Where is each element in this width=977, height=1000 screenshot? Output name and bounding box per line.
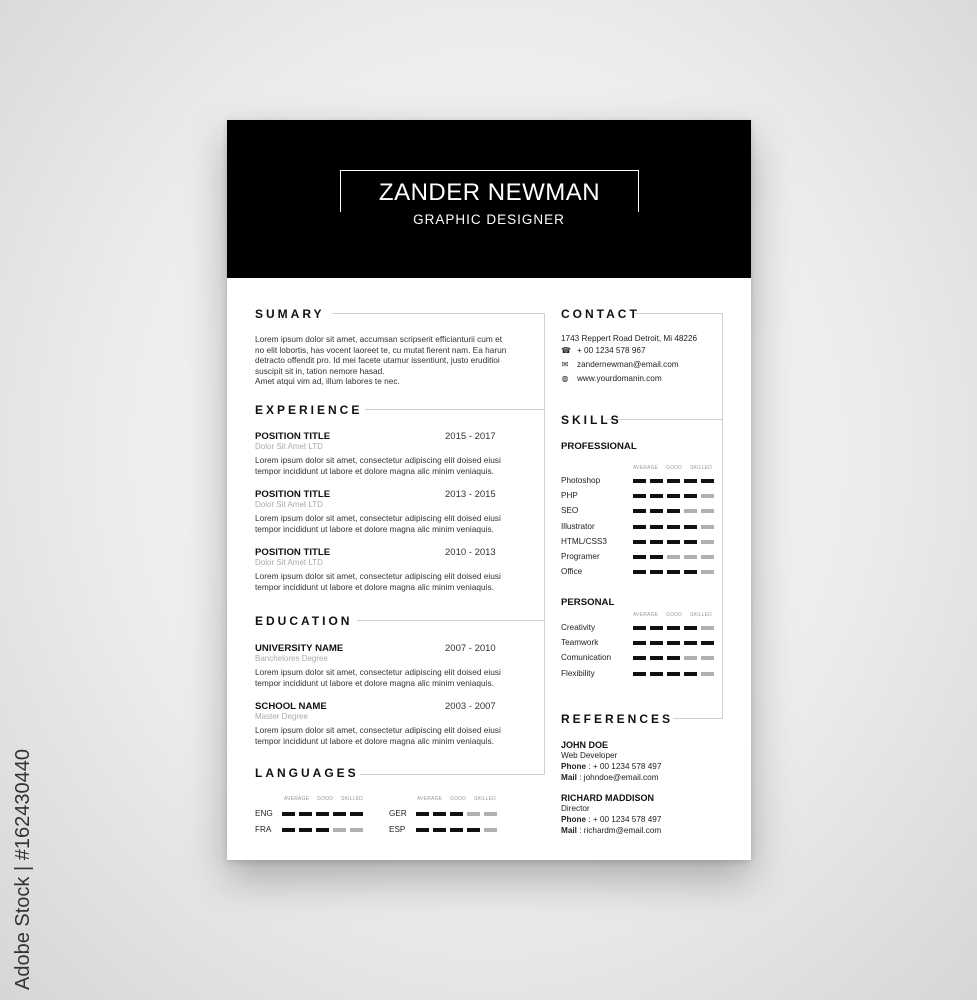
degree-name: Master Degree — [255, 712, 308, 721]
skill-bar-filled — [633, 570, 646, 574]
skill-bar-filled — [667, 494, 680, 498]
skill-label: PHP — [561, 491, 578, 501]
reference-role: Web Developer — [561, 751, 618, 760]
skill-label: Photoshop — [561, 476, 601, 485]
position-title: POSITION TITLE — [255, 547, 331, 558]
skill-bar-filled — [650, 656, 663, 660]
reference-phone: Phone : + 00 1234 578 497 — [561, 762, 662, 771]
mail-label: Mail — [561, 773, 577, 782]
references-heading: REFERENCES — [561, 712, 674, 726]
skill-label: HTML/CSS3 — [561, 536, 607, 546]
person-name: ZANDER NEWMAN — [378, 179, 601, 206]
language-bar-filled — [450, 828, 463, 832]
skill-bar-filled — [667, 656, 680, 660]
school-years: 2003 - 2007 — [445, 701, 496, 712]
language-bar-filled — [416, 828, 429, 832]
scale-good: GOOD — [450, 796, 467, 802]
language-bar-filled — [433, 812, 446, 816]
skill-bar-filled — [667, 509, 680, 513]
skill-label: Flexibility — [561, 668, 595, 678]
school-description: Lorem ipsum dolor sit amet, consectetur adipiscing elit doised eiusi — [255, 725, 501, 735]
contact-email-text[interactable]: zandernewman@email.com — [577, 360, 679, 369]
skill-bar-filled — [684, 540, 697, 544]
school-years: 2007 - 2010 — [445, 643, 496, 654]
skill-bar-filled — [701, 641, 714, 645]
skills-heading: SKILLS — [561, 413, 622, 427]
position-title: POSITION TITLE — [255, 489, 331, 500]
skill-bar-empty — [684, 509, 697, 513]
language-bar-filled — [416, 812, 429, 816]
scale-skilled: SKILLED — [690, 612, 712, 618]
contact-email — [561, 360, 679, 369]
skill-label: Office — [561, 567, 583, 577]
scale-skilled: SKILLED — [341, 796, 363, 802]
language-bar-filled — [316, 828, 329, 832]
skill-label: Programer — [561, 552, 600, 561]
resume-header — [227, 120, 751, 278]
skill-bar-filled — [650, 626, 663, 630]
position-title: POSITION TITLE — [255, 431, 331, 442]
scale-average: AVERAGE — [633, 612, 659, 618]
position-description: tempor incididunt ut labore et dolore magna alic minim veniaquis. — [255, 523, 494, 534]
skill-bar-filled — [684, 494, 697, 498]
school-description: tempor incididunt ut labore et dolore magna alic minim veniaquis. — [255, 677, 494, 688]
language-label: GER — [389, 809, 407, 818]
reference-phone-value: + 00 1234 578 497 — [592, 762, 662, 771]
skill-bar-filled — [633, 509, 646, 513]
experience-heading: EXPERIENCE — [255, 403, 363, 417]
resume-sheet — [227, 120, 751, 860]
skill-bar-empty — [684, 555, 697, 559]
company-name: Dolor Sit Amet LTD — [255, 558, 323, 567]
phone-label: Phone — [561, 762, 587, 771]
scale-skilled: SKILLED — [690, 465, 712, 471]
scale-average: AVERAGE — [284, 796, 310, 802]
job-title: GRAPHIC DESIGNER — [403, 212, 575, 227]
scale-average: AVERAGE — [633, 465, 659, 471]
reference-name: RICHARD MADDISON — [561, 793, 654, 803]
school-title: UNIVERSITY NAME — [255, 643, 344, 654]
phone-icon: ☎ — [561, 346, 571, 355]
summary-text: Amet atqui vim ad, illum labores te nec. — [255, 376, 400, 386]
language-bar-empty — [484, 812, 497, 816]
skill-bar-filled — [633, 641, 646, 645]
language-bar-filled — [316, 812, 329, 816]
language-bar-empty — [467, 812, 480, 816]
skill-bar-filled — [650, 479, 663, 483]
skill-bar-filled — [633, 540, 646, 544]
reference-mail-value[interactable]: richardm@email.com — [583, 826, 662, 835]
reference-mail: Mail : johndoe@email.com — [561, 773, 659, 782]
reference-role: Director — [561, 804, 590, 813]
reference-phone-value: + 00 1234 578 497 — [592, 815, 662, 824]
skill-bar-filled — [633, 626, 646, 630]
language-bar-filled — [282, 812, 295, 816]
scale-good: GOOD — [666, 612, 683, 618]
contact-phone — [561, 346, 646, 355]
contact-address: 1743 Reppert Road Detroit, Mi 48226 — [561, 334, 698, 343]
skill-bar-filled — [650, 570, 663, 574]
language-bar-filled — [333, 812, 346, 816]
language-label: FRA — [255, 825, 272, 834]
skill-bar-filled — [633, 479, 646, 483]
skill-bar-filled — [684, 641, 697, 645]
summary-text: no elit lobortis, has vocent laoreet te, cu mutat fierent nam. Ea harun — [255, 344, 507, 355]
skill-bar-empty — [701, 555, 714, 559]
skill-bar-filled — [684, 672, 697, 676]
personal-heading: PERSONAL — [561, 597, 615, 608]
skill-bar-filled — [667, 525, 680, 529]
skill-bar-empty — [701, 494, 714, 498]
reference-mail-value[interactable]: johndoe@email.com — [583, 773, 659, 782]
phone-label: Phone — [561, 815, 587, 824]
skill-bar-empty — [701, 570, 714, 574]
stock-watermark: Adobe Stock | #162430440 — [12, 749, 34, 990]
skill-bar-empty — [701, 540, 714, 544]
skill-bar-filled — [650, 672, 663, 676]
position-description: tempor incididunt ut labore et dolore magna alic minim veniaquis. — [255, 465, 494, 476]
position-description: tempor incididunt ut labore et dolore magna alic minim veniaquis. — [255, 581, 494, 592]
skill-label: Illustrator — [561, 521, 595, 531]
skill-bar-filled — [667, 672, 680, 676]
contact-phone-text: + 00 1234 578 967 — [577, 346, 646, 355]
education-heading: EDUCATION — [255, 614, 353, 628]
skill-bar-filled — [684, 570, 697, 574]
reference-name: JOHN DOE — [561, 740, 609, 750]
language-label: ENG — [255, 809, 273, 818]
professional-heading: PROFESSIONAL — [561, 441, 637, 452]
scale-skilled: SKILLED — [474, 796, 496, 802]
language-bar-empty — [333, 828, 346, 832]
position-years: 2010 - 2013 — [445, 547, 496, 558]
language-bar-empty — [350, 828, 363, 832]
skill-bar-filled — [633, 525, 646, 529]
position-years: 2015 - 2017 — [445, 431, 496, 442]
skill-bar-empty — [701, 672, 714, 676]
language-bar-filled — [467, 828, 480, 832]
summary-text: detracto offendit pro. Id mei facete utamur issentiunt, justo eruditioi — [255, 355, 500, 365]
skill-bar-empty — [667, 555, 680, 559]
mail-icon: ✉ — [561, 360, 569, 369]
globe-icon: ◍ — [561, 374, 569, 383]
skill-bar-filled — [650, 540, 663, 544]
skill-bar-filled — [650, 555, 663, 559]
skill-bar-filled — [684, 479, 697, 483]
scale-good: GOOD — [317, 796, 334, 802]
language-bar-filled — [350, 812, 363, 816]
skill-bar-empty — [684, 656, 697, 660]
mail-label: Mail — [561, 826, 577, 835]
skill-bar-empty — [701, 626, 714, 630]
skill-bar-filled — [667, 479, 680, 483]
skill-bar-filled — [650, 494, 663, 498]
position-years: 2013 - 2015 — [445, 489, 496, 500]
contact-web — [561, 374, 662, 383]
skill-bar-filled — [633, 672, 646, 676]
skill-bar-filled — [667, 570, 680, 574]
language-bar-filled — [282, 828, 295, 832]
skill-bar-filled — [633, 656, 646, 660]
skill-bar-filled — [650, 509, 663, 513]
skill-bar-filled — [701, 479, 714, 483]
summary-heading: SUMARY — [255, 307, 325, 321]
skill-bar-filled — [667, 540, 680, 544]
skill-bar-filled — [684, 525, 697, 529]
languages-heading: LANGUAGES — [255, 766, 359, 780]
language-bar-filled — [299, 828, 312, 832]
position-description: Lorem ipsum dolor sit amet, consectetur adipiscing elit doised eiusi — [255, 513, 501, 523]
skill-bar-filled — [650, 525, 663, 529]
skill-bar-filled — [667, 626, 680, 630]
school-title: SCHOOL NAME — [255, 701, 327, 712]
skill-bar-filled — [633, 555, 646, 559]
reference-phone: Phone : + 00 1234 578 497 — [561, 815, 662, 824]
position-description: Lorem ipsum dolor sit amet, consectetur adipiscing elit doised eiusi — [255, 455, 501, 465]
summary-text: suscipit sit in, tation nemore hasad. — [255, 365, 385, 376]
skill-bar-empty — [701, 509, 714, 513]
skill-label: SEO — [561, 506, 579, 516]
language-bar-filled — [299, 812, 312, 816]
job-title-wrap — [227, 212, 751, 227]
skill-bar-filled — [650, 641, 663, 645]
skill-label: Teamwork — [561, 638, 599, 648]
skill-bar-filled — [684, 626, 697, 630]
contact-web-text[interactable]: www.yourdomanin.com — [577, 374, 662, 383]
skill-bar-filled — [633, 494, 646, 498]
skill-bar-filled — [667, 641, 680, 645]
school-description: Lorem ipsum dolor sit amet, consectetur adipiscing elit doised eiusi — [255, 667, 501, 677]
skill-label: Creativity — [561, 623, 596, 632]
school-description: tempor incididunt ut labore et dolore magna alic minim veniaquis. — [255, 735, 494, 746]
skill-bar-empty — [701, 525, 714, 529]
language-label: ESP — [389, 825, 406, 834]
summary-text: Lorem ipsum dolor sit amet, accumsan scripserit efficianturii cum et — [255, 334, 502, 344]
skill-bar-empty — [701, 656, 714, 660]
contact-heading: CONTACT — [561, 307, 640, 321]
language-bar-filled — [433, 828, 446, 832]
scale-good: GOOD — [666, 465, 683, 471]
language-bar-empty — [484, 828, 497, 832]
language-bar-filled — [450, 812, 463, 816]
skill-label: Comunication — [561, 653, 612, 663]
reference-mail: Mail : richardm@email.com — [561, 826, 662, 835]
position-description: Lorem ipsum dolor sit amet, consectetur adipiscing elit doised eiusi — [255, 571, 501, 581]
degree-name: Banchelores Degree — [255, 654, 328, 663]
scale-average: AVERAGE — [417, 796, 443, 802]
company-name: Dolor Sit Amet LTD — [255, 442, 323, 451]
company-name: Dolor Sit Amet LTD — [255, 500, 323, 509]
